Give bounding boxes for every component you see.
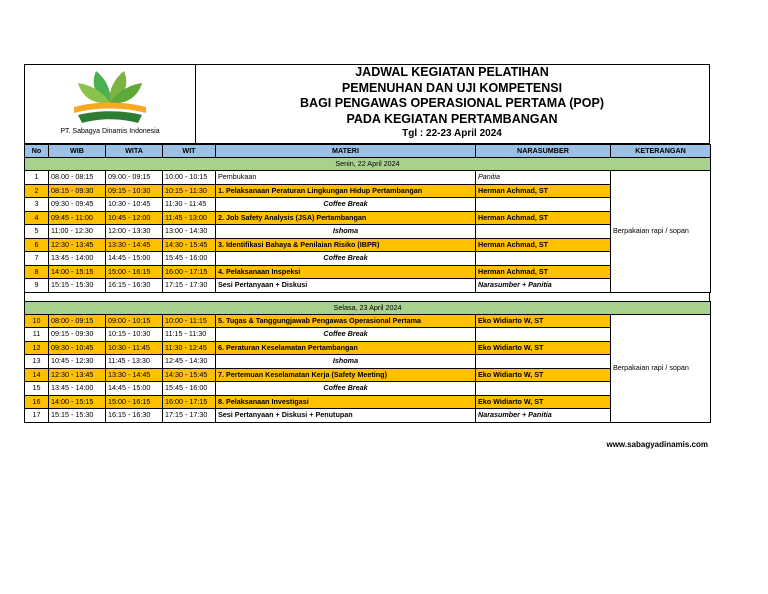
table-row xyxy=(25,238,711,252)
table-row xyxy=(25,198,711,212)
row-materi: Pembukaan xyxy=(216,171,476,185)
schedule-table-day1 xyxy=(24,144,711,293)
row-narasumber: Herman Achmad, ST xyxy=(476,184,611,198)
row-wib: 08:15 - 09:30 xyxy=(49,184,106,198)
table-row xyxy=(25,395,711,409)
table-row xyxy=(25,328,711,342)
row-wita: 12:00 - 13:30 xyxy=(106,225,163,239)
table-row xyxy=(25,184,711,198)
row-wit: 11:30 - 12:45 xyxy=(163,341,216,355)
row-wib: 10:45 - 12:30 xyxy=(49,355,106,369)
row-wit: 15:45 - 16:00 xyxy=(163,382,216,396)
row-no: 17 xyxy=(25,409,49,423)
day-header-row xyxy=(25,158,711,171)
company-name: PT. Sabagya Dinamis Indonesia xyxy=(60,128,160,135)
row-wib: 09:30 - 10:45 xyxy=(49,341,106,355)
date-line: Tgl : 22-23 April 2024 xyxy=(402,128,502,139)
row-wit: 16:00 - 17:15 xyxy=(163,265,216,279)
row-materi: Coffee Break xyxy=(216,198,476,212)
title-line-1: JADWAL KEGIATAN PELATIHAN xyxy=(355,65,549,79)
row-wib: 09:30 - 09:45 xyxy=(49,198,106,212)
row-wita: 16:15 - 16:30 xyxy=(106,279,163,293)
row-materi: Coffee Break xyxy=(216,382,476,396)
col-no: No xyxy=(25,145,49,158)
day-header-row xyxy=(25,301,711,314)
title-line-2: PEMENUHAN DAN UJI KOMPETENSI xyxy=(341,80,563,95)
row-materi: 3. Identifikasi Bahaya & Penilaian Risiko (IBPR) xyxy=(216,238,476,252)
row-materi: 6. Peraturan Keselamatan Pertambangan xyxy=(216,341,476,355)
title-line-4: PADA KEGIATAN PERTAMBANGAN xyxy=(346,111,558,126)
row-materi: 7. Pertemuan Keselamatan Kerja (Safety Meeting) xyxy=(216,368,476,382)
row-wib: 11:00 - 12:30 xyxy=(49,225,106,239)
row-wit: 14:30 - 15:45 xyxy=(163,238,216,252)
day-label: Senin, 22 April 2024 xyxy=(25,158,711,171)
row-wit: 10:15 - 11:30 xyxy=(163,184,216,198)
row-narasumber: Eko Widiarto W, ST xyxy=(476,314,611,328)
row-wib: 08.00 - 08:15 xyxy=(49,171,106,185)
row-wita: 14:45 - 15:00 xyxy=(106,382,163,396)
row-wit: 17:15 - 17:30 xyxy=(163,279,216,293)
row-narasumber: Herman Achmad, ST xyxy=(476,211,611,225)
table-row xyxy=(25,409,711,423)
row-narasumber xyxy=(476,198,611,212)
row-no: 3 xyxy=(25,198,49,212)
row-wita: 14:45 - 15:00 xyxy=(106,252,163,266)
row-materi: Sesi Pertanyaan + Diskusi xyxy=(216,279,476,293)
row-narasumber: Herman Achmad, ST xyxy=(476,238,611,252)
row-wib: 13:45 - 14:00 xyxy=(49,382,106,396)
table-row xyxy=(25,279,711,293)
row-wib: 15:15 - 15:30 xyxy=(49,279,106,293)
row-wit: 15:45 - 16:00 xyxy=(163,252,216,266)
day-label: Selasa, 23 April 2024 xyxy=(25,301,711,314)
row-narasumber: Eko Widiarto W, ST xyxy=(476,368,611,382)
schedule-table-day2 xyxy=(24,301,711,423)
leaf-logo-icon xyxy=(66,67,154,129)
document-header xyxy=(24,64,710,144)
row-no: 11 xyxy=(25,328,49,342)
row-wit: 14:30 - 15:45 xyxy=(163,368,216,382)
row-no: 10 xyxy=(25,314,49,328)
row-materi: 2. Job Safety Analysis (JSA) Pertambangan xyxy=(216,211,476,225)
row-no: 1 xyxy=(25,171,49,185)
table-row xyxy=(25,211,711,225)
row-wita: 11:45 - 13:30 xyxy=(106,355,163,369)
row-wit: 11:30 - 11:45 xyxy=(163,198,216,212)
row-no: 2 xyxy=(25,184,49,198)
row-wit: 11:15 - 11:30 xyxy=(163,328,216,342)
row-narasumber: Panitia xyxy=(476,171,611,185)
row-materi: Ishoma xyxy=(216,225,476,239)
row-materi: 1. Pelaksanaan Peraturan Lingkungan Hidup Pertambangan xyxy=(216,184,476,198)
row-narasumber xyxy=(476,225,611,239)
row-no: 12 xyxy=(25,341,49,355)
row-no: 7 xyxy=(25,252,49,266)
row-wib: 14:00 - 15:15 xyxy=(49,265,106,279)
row-wita: 10:45 - 12:00 xyxy=(106,211,163,225)
row-wit: 17:15 - 17:30 xyxy=(163,409,216,423)
col-keterangan: KETERANGAN xyxy=(611,145,711,158)
row-no: 5 xyxy=(25,225,49,239)
row-wib: 09:45 - 11:00 xyxy=(49,211,106,225)
row-wita: 09:00 - 10:15 xyxy=(106,314,163,328)
table-row xyxy=(25,382,711,396)
row-no: 6 xyxy=(25,238,49,252)
row-narasumber: Narasumber + Panitia xyxy=(476,409,611,423)
row-wib: 09:15 - 09:30 xyxy=(49,328,106,342)
row-wita: 15:00 - 16:15 xyxy=(106,265,163,279)
row-wit: 13:00 - 14:30 xyxy=(163,225,216,239)
title-block xyxy=(195,65,709,140)
column-header-row xyxy=(25,145,711,158)
row-narasumber: Eko Widiarto W, ST xyxy=(476,341,611,355)
row-wita: 09:15 - 10:30 xyxy=(106,184,163,198)
row-narasumber: Herman Achmad, ST xyxy=(476,265,611,279)
col-narasumber: NARASUMBER xyxy=(476,145,611,158)
row-wita: 10:30 - 11:45 xyxy=(106,341,163,355)
row-wit: 16:00 - 17:15 xyxy=(163,395,216,409)
table-row xyxy=(25,368,711,382)
row-wita: 13:30 - 14:45 xyxy=(106,368,163,382)
col-wita: WITA xyxy=(106,145,163,158)
schedule-sheet xyxy=(24,64,710,423)
row-materi: Sesi Pertanyaan + Diskusi + Penutupan xyxy=(216,409,476,423)
row-keterangan: Berpakaian rapi / sopan xyxy=(611,171,711,293)
row-wib: 12:30 - 13:45 xyxy=(49,368,106,382)
row-wit: 11:45 - 13:00 xyxy=(163,211,216,225)
row-narasumber: Eko Widiarto W, ST xyxy=(476,395,611,409)
row-no: 8 xyxy=(25,265,49,279)
row-materi: Coffee Break xyxy=(216,252,476,266)
row-materi: Coffee Break xyxy=(216,328,476,342)
row-no: 4 xyxy=(25,211,49,225)
row-wita: 10:15 - 10:30 xyxy=(106,328,163,342)
row-narasumber: Narasumber + Panitia xyxy=(476,279,611,293)
row-wib: 13:45 - 14:00 xyxy=(49,252,106,266)
table-row xyxy=(25,252,711,266)
row-narasumber xyxy=(476,328,611,342)
row-materi: 5. Tugas & Tanggungjawab Pengawas Operasional Pertama xyxy=(216,314,476,328)
table-row xyxy=(25,341,711,355)
row-no: 9 xyxy=(25,279,49,293)
table-row xyxy=(25,171,711,185)
row-wib: 12:30 - 13:45 xyxy=(49,238,106,252)
row-wita: 13:30 - 14:45 xyxy=(106,238,163,252)
row-wita: 09.00 - 09:15 xyxy=(106,171,163,185)
table-row xyxy=(25,225,711,239)
row-narasumber xyxy=(476,252,611,266)
website-url: www.sabagyadinamis.com xyxy=(606,440,708,449)
row-no: 14 xyxy=(25,368,49,382)
row-no: 16 xyxy=(25,395,49,409)
row-keterangan: Berpakaian rapi / sopan xyxy=(611,314,711,422)
row-wib: 14:00 - 15:15 xyxy=(49,395,106,409)
col-materi: MATERI xyxy=(216,145,476,158)
company-logo xyxy=(25,65,196,143)
table-row xyxy=(25,265,711,279)
col-wit: WIT xyxy=(163,145,216,158)
row-wita: 10:30 - 10:45 xyxy=(106,198,163,212)
row-wit: 10:00 - 11:15 xyxy=(163,314,216,328)
col-wib: WIB xyxy=(49,145,106,158)
row-materi: 4. Pelaksanaan Inspeksi xyxy=(216,265,476,279)
row-wit: 12:45 - 14:30 xyxy=(163,355,216,369)
row-wita: 15:00 - 16:15 xyxy=(106,395,163,409)
row-no: 13 xyxy=(25,355,49,369)
table-row xyxy=(25,355,711,369)
title-line-3: BAGI PENGAWAS OPERASIONAL PERTAMA (POP) xyxy=(300,96,604,110)
row-materi: 8. Pelaksanaan Investigasi xyxy=(216,395,476,409)
row-wib: 15:15 - 15:30 xyxy=(49,409,106,423)
row-wib: 08:00 - 09:15 xyxy=(49,314,106,328)
row-no: 15 xyxy=(25,382,49,396)
row-narasumber xyxy=(476,382,611,396)
row-narasumber xyxy=(476,355,611,369)
row-materi: Ishoma xyxy=(216,355,476,369)
row-wita: 16:15 - 16:30 xyxy=(106,409,163,423)
row-wit: 10.00 - 10:15 xyxy=(163,171,216,185)
table-row xyxy=(25,314,711,328)
